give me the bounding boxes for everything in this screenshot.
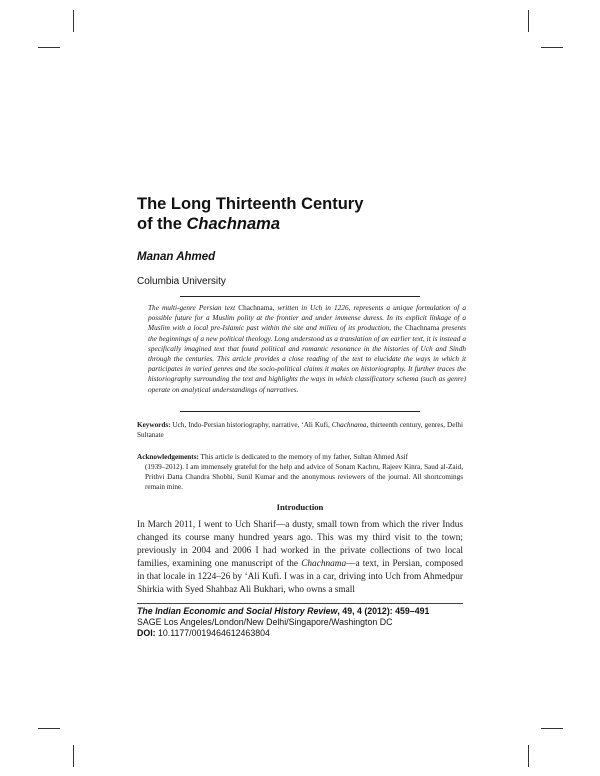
journal-citation: [137, 606, 467, 617]
author-affiliation: Columbia University: [137, 276, 226, 287]
journal-name: The Indian Economic and Social History Review: [137, 606, 338, 616]
title-line-2: [137, 214, 467, 234]
keywords-text-2: , thirteenth century, genres, Delhi Sultanate: [137, 421, 463, 439]
body-text-2: —a text, in Persian, composed in that locale in 1224–26 by ‘Ali Kufi. I was in a car, driving into Uch from Ahmedpur Shirkia with Syed Shahbaz Ali Bukhari, who owns a small: [137, 559, 464, 596]
abstract-top-rule: [180, 296, 420, 297]
keywords-italic: Chachnama: [331, 421, 367, 429]
acknowledgements-text-2: (1939–2012). I am immensely grateful for the help and advice of Sonam Kachru, Rajeev Kinra, Saud al-Zaid, Prithvi Datta Chandra Shobhi, Sunil Kumar and the anonymous reviewers of the journal. All shortcomings remain mine.: [145, 463, 463, 491]
abstract-text-2: , written in Uch in 1226, represents a unique formulation of a possible future for a Muslim polity at the frontier and under immense duress. In its explicit linkage of a Muslim with a local pre-Islamic past within the site and milieu of its production, the: [148, 303, 466, 333]
section-heading-introduction: Introduction: [276, 502, 324, 512]
body-text: [137, 519, 463, 598]
abstract-bottom-rule: [180, 411, 420, 412]
crop-mark-left-upper: [38, 47, 60, 48]
crop-mark-left-lower: [38, 728, 60, 729]
body-italic: Chachnama: [301, 559, 347, 570]
journal-footer: [137, 606, 467, 640]
publisher-line: SAGE Los Angeles/London/New Delhi/Singapore/Washington DC: [137, 617, 393, 628]
keywords-text-1: Uch, Indo-Persian historiography, narrative, ‘Ali Kufi,: [170, 421, 332, 429]
body-text-1: In March 2011, I went to Uch Sharif—a dusty, small town from which the river Indus changed its course many hundred years ago. This was my third visit to the town; previously in 2004 and 2006 I had worked in the private collections of two local families, examining one manuscript of the: [137, 520, 463, 570]
crop-mark-bottom-right: [528, 745, 529, 767]
crop-mark-right-lower: [541, 728, 563, 729]
title-line-1: The Long Thirteenth Century: [137, 195, 364, 213]
crop-mark-top-left: [73, 10, 74, 32]
doi-label: DOI:: [137, 628, 156, 639]
crop-mark-right-upper: [541, 47, 563, 48]
keywords-label: Keywords:: [137, 421, 171, 429]
title-italic: Chachnama: [186, 215, 281, 233]
abstract-text-1: The multi-genre Persian text: [148, 303, 239, 312]
doi-line: [137, 628, 467, 639]
abstract-title-ref-2: Chachnama: [405, 323, 440, 333]
abstract: [148, 303, 466, 395]
footer-rule: [137, 603, 463, 604]
title-prefix: of the: [137, 215, 187, 233]
abstract-text-3: presents the beginnings of a new political theology. Long understood as a translation of an earlier text, it is instead a specifically imagined text that found political and romantic resonance in the histories of Uch and Sindh through the centuries. This article provides a close reading of the text to elucidate the ways in which it participates in varied genres and the socio-political claims it makes on historiography. It further traces the historiography surrounding the text and highlights the ways in which classificatory schema (such as genre) operate on analytical understandings of narratives.: [148, 323, 467, 394]
crop-mark-top-right: [528, 10, 529, 32]
keywords: [137, 420, 463, 440]
acknowledgements-text-1: This article is dedicated to the memory of my father, Sultan Ahmed Asif: [198, 453, 409, 461]
author-name: Manan Ahmed: [137, 251, 216, 263]
article-title: [137, 194, 467, 234]
abstract-title-ref-1: Chachnama: [238, 303, 273, 312]
doi-value: 10.1177/0019464612463804: [155, 628, 270, 639]
acknowledgements: [137, 452, 463, 492]
journal-volume: , 49, 4 (2012): 459–491: [337, 606, 430, 616]
body-paragraph: [137, 519, 463, 598]
crop-mark-bottom-left: [73, 745, 74, 767]
acknowledgements-label: Acknowledgements:: [137, 453, 199, 461]
